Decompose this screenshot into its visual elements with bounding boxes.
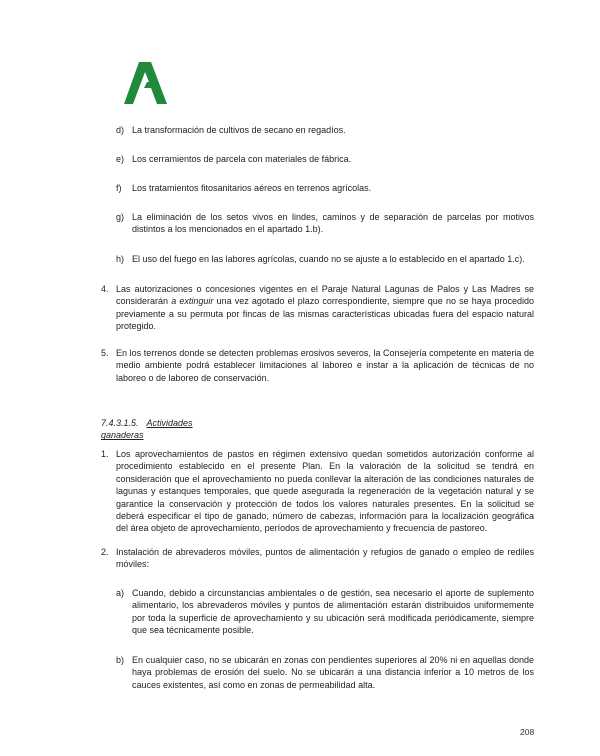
page-number: 208	[520, 727, 535, 737]
item4-text-after: una vez agotado el plazo correspondiente, siempre que no se haya procedido previamente a su permuta por fincas de las mismas características ubicadas fuera del espacio natural protegido.	[116, 296, 534, 332]
list-label: f)	[116, 183, 122, 193]
list-item-text: El uso del fuego en las labores agrícolas, cuando no se ajuste a lo establecido en el apartado 1.c).	[132, 254, 525, 264]
list-label: a)	[116, 588, 125, 598]
list-label: e)	[116, 154, 125, 164]
section-number: 7.4.3.1.5.	[101, 418, 139, 428]
list-item-text: La eliminación de los setos vivos en lindes, caminos y de separación de parcelas por motivos distintos a los mencionados en el apartado 1.b).	[132, 212, 534, 235]
subitem-text: En cualquier caso, no se ubicarán en zonas con pendientes superiores al 20% ni en aquellas donde haya problemas de erosión del suelo. No se ubicarán a una distancia inferior a 10 metros de los cauces existentes, así como en zonas de permeabilidad alta.	[132, 655, 534, 690]
list-label: g)	[116, 212, 125, 222]
subitem-text: Cuando, debido a circunstancias ambientales o de gestión, sea necesario el aporte de suplemento alimentario, los abrevaderos móviles y puntos de alimentación estarán distribuidos uniformemente por toda la superficie de aprovechamiento y su ubicación será modificada periódicamente, siempre que sea técnicamente posible.	[132, 588, 534, 636]
item-number: 1.	[101, 449, 109, 459]
item4-text-before: Las autorizaciones o concesiones vigentes en el Paraje Natural Lagunas de Palos y Las Madres se considerarán	[116, 284, 534, 307]
paragraph-item-5: En los terrenos donde se detecten problemas erosivos severos, la Consejería competente en materia de medio ambiente podrá establecer limitaciones al laboreo e instar a la aplicación de técnicas de no laboreo o de laboreo de conservación.	[116, 348, 534, 383]
junta-andalucia-logo	[122, 60, 168, 106]
item-number: 4.	[101, 284, 109, 294]
section-heading	[101, 417, 193, 442]
list-item-text: Los tratamientos fitosanitarios aéreos en terrenos agrícolas.	[132, 183, 372, 193]
paragraph-ganaderas-1: Los aprovechamientos de pastos en régimen extensivo quedan sometidos autorización conforme al procedimiento establecido en el presente Plan. En la valoración de la solicitud se tendrá en consideración que el aprovechamiento no pueda conllevar la alteración de las condiciones naturales de lagunas y estanques temporales, que quede asegurada la regeneración de la vegetación natural y se garantice la conservación y protección de todos los valores naturales presentes. En la solicitud se deberá especificar el tipo de ganado, número de cabezas, información para la localización geográfica del área objeto de aprovechamiento, períodos de aprovechamiento y frecuencia de pastoreo.	[116, 449, 534, 534]
list-item-text: La transformación de cultivos de secano en regadíos.	[132, 125, 346, 135]
list-item-text: Los cerramientos de parcela con materiales de fábrica.	[132, 154, 352, 164]
list-label: b)	[116, 655, 125, 665]
item-number: 5.	[101, 348, 109, 358]
section-title: Actividades ganaderas	[101, 418, 193, 441]
paragraph-ganaderas-2: Instalación de abrevaderos móviles, puntos de alimentación y refugios de ganado o empleo de rediles móviles:	[116, 547, 534, 570]
item-number: 2.	[101, 547, 109, 557]
item4-emphasis: a extinguir	[171, 296, 214, 307]
list-label: d)	[116, 125, 125, 135]
paragraph-item-4	[116, 283, 534, 333]
list-label: h)	[116, 254, 125, 264]
